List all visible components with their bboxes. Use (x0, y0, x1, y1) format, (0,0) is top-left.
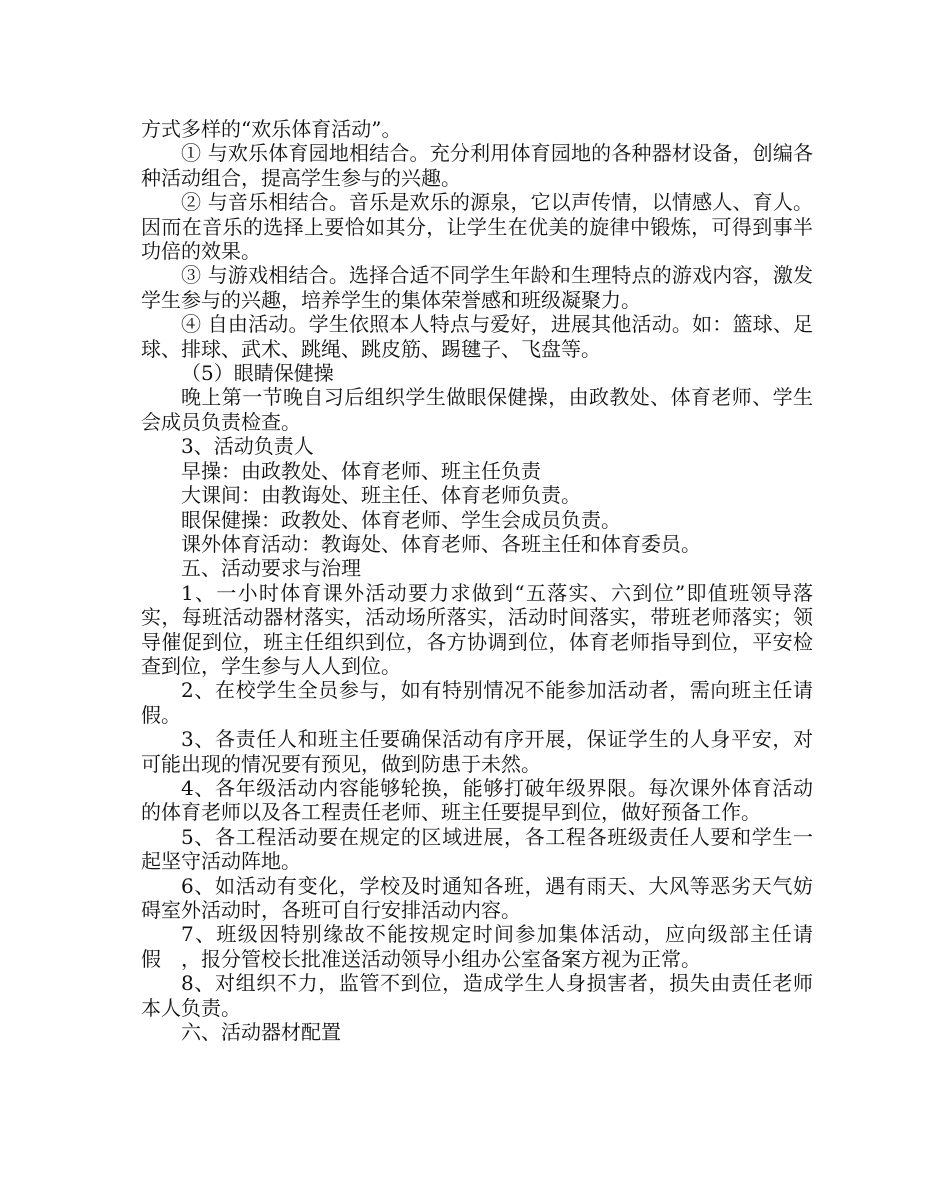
paragraph-intro: 方式多样的“欢乐体育活动”。 (141, 117, 402, 141)
requirement-2: 2、在校学生全员参与，如有特别情况不能参加活动者，需向班主任请假。 (141, 678, 813, 727)
responsible-morning: 早操：由政教处、体育老师、班主任负责 (181, 458, 541, 483)
requirement-5: 5、各工程活动要在规定的区域进展，各工程各班级责任人要和学生一起坚守活动阵地。 (141, 824, 813, 874)
subheading-eye-exercise: （5）眼睛保健操 (181, 361, 334, 386)
paragraph-item-3: ③ 与游戏相结合。选择合适不同学生年龄和生理特点的游戏内容，激发学生参与的兴趣，培养学生的集体荣誉感和班级凝聚力。 (141, 263, 813, 312)
paragraph-item-1: ① 与欢乐体育园地相结合。充分利用体育园地的各种器材设备，创编各种活动组合，提高学生参与的兴趣。 (141, 141, 813, 190)
paragraph-item-4: ④ 自由活动。学生依照本人特点与爱好，进展其他活动。如：篮球、足球、排球、武术、跳绳、跳皮筋、踢毽子、飞盘等。 (141, 312, 813, 361)
requirement-7: 7、班级因特别缘故不能按规定时间参加集体活动，应向级部主任请假 ，报分管校长批准送活动领导小组办公室备案方视为正常。 (141, 922, 813, 971)
requirement-1: 1、一小时体育课外活动要力求做到“五落实、六到位”即值班领导落实，每班活动器材落实，活动场所落实，活动时间落实，带班老师落实；领导催促到位，班主任组织到位，各方协调到位，体育老师指导到位，平安检查到位，学生参与人人到位。 (141, 580, 813, 678)
responsible-eye: 眼保健操：政教处、体育老师、学生会成员负责。 (181, 507, 621, 532)
requirement-3: 3、各责任人和班主任要确保活动有序开展，保证学生的人身平安，对可能出现的情况要有预见，做到防患于未然。 (141, 727, 813, 776)
heading-section-5: 五、活动要求与治理 (181, 556, 361, 581)
responsible-outdoor: 课外体育活动：教诲处、体育老师、各班主任和体育委员。 (181, 531, 701, 556)
responsible-break: 大课间：由教诲处、班主任、体育老师负责。 (181, 483, 581, 508)
paragraph-item-2: ② 与音乐相结合。音乐是欢乐的源泉，它以声传情，以情感人、育人。因而在音乐的选择上要恰如其分，让学生在优美的旋律中锻炼，可得到事半功倍的效果。 (141, 190, 813, 264)
requirement-8: 8、对组织不力，监管不到位，造成学生人身损害者，损失由责任老师本人负责。 (141, 971, 813, 1020)
subheading-responsible: 3、活动负责人 (181, 434, 314, 459)
requirement-6: 6、如活动有变化，学校及时通知各班，遇有雨天、大风等恶劣天气妨碍室外活动时，各班可自行安排活动内容。 (141, 873, 813, 922)
paragraph-eye-exercise: 晚上第一节晚自习后组织学生做眼保健操，由政教处、体育老师、学生会成员负责检查。 (141, 385, 813, 434)
document-page (141, 117, 813, 1044)
requirement-4: 4、各年级活动内容能够轮换，能够打破年级界限。每次课外体育活动的体育老师以及各工程责任老师、班主任要提早到位，做好预备工作。 (141, 775, 813, 825)
heading-section-6: 六、活动器材配置 (181, 1020, 341, 1045)
